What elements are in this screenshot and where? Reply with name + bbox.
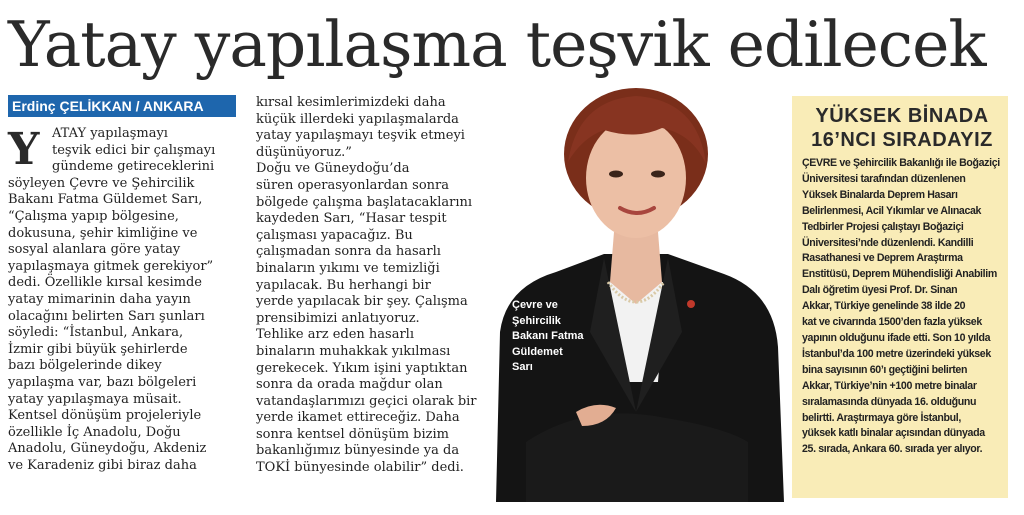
column-2-text (256, 95, 486, 477)
article-line: kırsal kesimlerimizdeki daha (256, 95, 446, 110)
article-line: gündeme getireceklerini (52, 159, 215, 175)
sidebar-line: belirtti. Araştırmaya göre İstanbul, (802, 411, 961, 424)
article-line: “Çalışma yapıp bölgesine, (8, 208, 179, 224)
article-line: özellikle İç Anadolu, Doğu (8, 424, 181, 440)
byline: Erdinç ÇELİKKAN / ANKARA (8, 95, 236, 117)
article-line: yerde ikamet ettireceğiz. Daha (256, 410, 460, 426)
article-line: bazı bölgelerinde dikey (8, 358, 162, 374)
sidebar-line: Akkar, Türkiye’nin +100 metre binalar (802, 379, 977, 392)
article-line: TOKİ bünyesinde olabilir” dedi. (256, 460, 464, 476)
article-line: yatay yapılaşmaya müsait. (8, 391, 182, 407)
article-line: yatay yapılaşmayı teşvik etmeyi (256, 128, 465, 144)
sidebar-line: Tedbirler Projesi çalıştayı Boğaziçi (802, 220, 964, 233)
sidebar-line: sıralamasında dünyada 16. olduğunu (802, 395, 977, 408)
sidebar-line: Dalı öğretim üyesi Prof. Dr. Sinan (802, 284, 958, 297)
article-line: yapılacak. Bu herhangi bir (256, 277, 431, 293)
article-line: Doğu ve Güneydoğu’da (256, 161, 410, 177)
sidebar-body (802, 156, 1002, 458)
sidebar-line: Enstitüsü, Deprem Mühendisliği Anabilim (802, 268, 997, 281)
sidebar-line: 25. sırada, Ankara 60. sırada yer alıyor. (802, 443, 983, 456)
sidebar-line: Rasathanesi ve Deprem Araştırma (802, 252, 963, 265)
article-line: bölgede çalışma başlatacaklarını (256, 194, 473, 210)
sidebar-line: kat ve civarında 1500’den fazla yüksek (802, 316, 982, 329)
sidebar-line: Belirlenmesi, Acil Yıkımlar ve Alınacak (802, 204, 982, 217)
sidebar-line: İstanbul’da 100 metre üzerindeki yüksek (802, 347, 991, 360)
article-line: yerde yapılacak bir şey. Çalışma (256, 294, 468, 310)
sidebar-line: Yüksek Binalarda Deprem Hasarı (802, 188, 958, 201)
sidebar-title: YÜKSEK BİNADA 16’NCI SIRADAYIZ (811, 105, 993, 151)
sidebar-box (792, 96, 1008, 498)
article-line: sonra da orada mağdur olan (256, 377, 443, 393)
article-column-1 (8, 126, 240, 474)
sidebar-line: Üniversitesi tarafından düzenlenen (802, 172, 966, 185)
article-line: sosyal alanlara göre yatay (8, 242, 181, 258)
article-line: teşvik edici bir çalışmayı (52, 142, 216, 158)
article-line: ve Karadeniz gibi biraz daha (8, 457, 197, 473)
sidebar-line: yüksek katlı binalar açısından dünyada (802, 427, 985, 440)
article-line: prensibimizi anlatıyoruz. (256, 310, 420, 326)
sidebar-line: Akkar, Türkiye genelinde 38 ilde 20 (802, 300, 966, 313)
article-line: binaların yıkımı ve temizliği (256, 260, 440, 276)
drop-cap: Y (8, 124, 40, 175)
article-line: bakanlığımız bünyesinde ya da (256, 443, 460, 459)
article-line: Bakanı Fatma Güldemet Sarı, (8, 192, 203, 208)
article-line: küçük illerdeki yapılaşmalarda (256, 111, 459, 127)
article-line: binaların muhakkak yıkılması (256, 343, 451, 359)
column-1-text (8, 126, 240, 474)
lapel-pin-icon (687, 300, 695, 308)
article-line: Anadolu, Güneydoğu, Akdeniz (8, 441, 207, 457)
article-line: çalışmadan sonra da hasarlı (256, 244, 441, 260)
portrait-face (586, 118, 686, 238)
article-line: dokusuna, şehir kimliğine ve (8, 225, 198, 241)
article-line: süren operasyonlardan sonra (256, 177, 450, 193)
minister-portrait (486, 82, 786, 502)
article-line: sonra kentsel dönüşüm bizim (256, 426, 450, 442)
sidebar-line: yapının olduğunu ifade etti. Son 10 yılda (802, 331, 991, 344)
article-line: yapılaşmaya gitmek gerekiyor” (8, 258, 214, 274)
article-line: yapılaşma var, bazı bölgeleri (8, 374, 197, 390)
article-line: dedi. Özellikle kırsal kesimde (8, 275, 202, 291)
article-line: Kentsel dönüşüm projeleriyle (8, 408, 202, 424)
article-line: vatandaşlarımızı geçici olarak bir (256, 393, 477, 409)
article-line: Tehlike arz eden hasarlı (256, 327, 414, 343)
article-column-2 (256, 95, 486, 477)
article-line: düşünüyoruz.” (256, 144, 352, 160)
headline: Yatay yapılaşma teşvik edilecek (8, 8, 986, 81)
sidebar-line: ÇEVRE ve Şehircilik Bakanlığı ile Boğaziçi (802, 157, 1000, 169)
photo-caption: Çevre ve Şehircilik Bakanı Fatma Güldemet Sarı (512, 299, 584, 373)
article-line: söyledi: “İstanbul, Ankara, (8, 325, 184, 341)
article-line: yatay mimarinin daha yayın (8, 291, 191, 307)
sidebar-line: Üniversitesi’nde düzenlendi. Kandilli (802, 236, 974, 249)
article-line: çalışması yapacağız. Bu (256, 227, 413, 243)
article-line: ATAY yapılaşmayı (52, 126, 168, 141)
article-line: söyleyen Çevre ve Şehircilik (8, 175, 195, 191)
article-line: olacağını belirten Sarı şunları (8, 308, 205, 324)
sidebar-line: bina sayısının 60’ı geçtiğini belirten (802, 363, 968, 376)
article-line: İzmir gibi büyük şehirlerde (8, 341, 188, 357)
article-line: gerekecek. Yıkım işini yaptıktan (256, 360, 468, 376)
article-line: kaydeden Sarı, “Hasar tespit (256, 211, 447, 227)
